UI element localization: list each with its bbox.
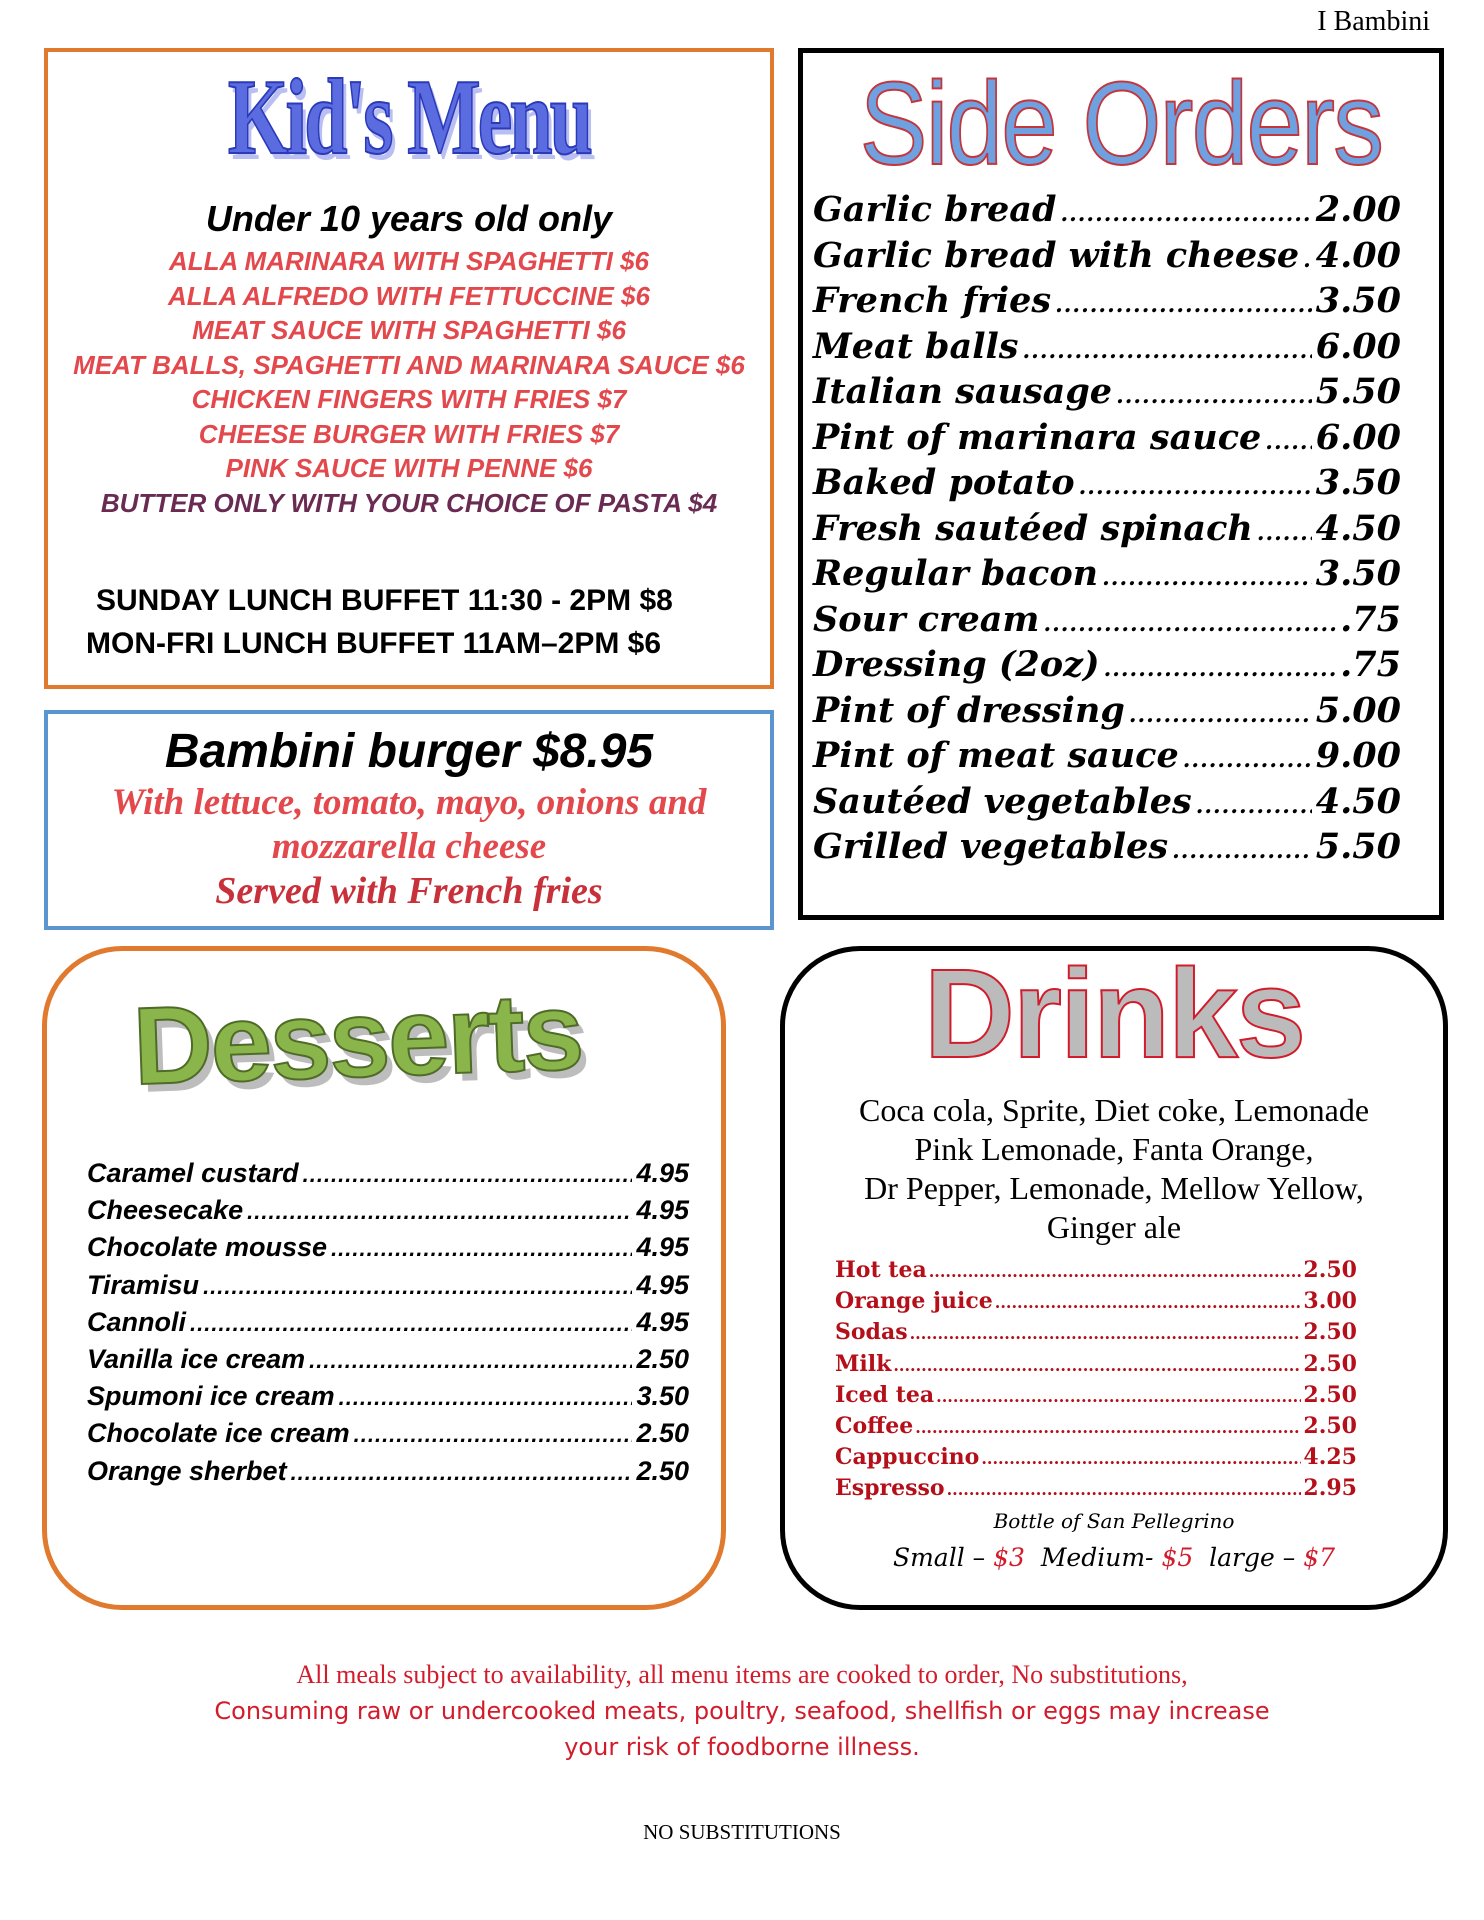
- item-price: 5.00: [1315, 689, 1401, 731]
- sunday-buffet: SUNDAY LUNCH BUFFET 11:30 - 2PM $8: [96, 584, 673, 617]
- burger-desc-line: mozzarella cheese: [271, 826, 547, 867]
- pellegrino-label: Bottle of San Pellegrino: [993, 1508, 1235, 1533]
- item-name: Spumoni ice cream: [87, 1381, 335, 1412]
- kids-menu-item: ALLA MARINARA WITH SPAGHETTI $6: [168, 246, 650, 276]
- item-name: Fresh sautéed spinach: [813, 507, 1253, 549]
- kids-menu-item: BUTTER ONLY WITH YOUR CHOICE OF PASTA $4: [100, 487, 718, 518]
- dot-leader: [309, 1348, 632, 1374]
- dot-leader: [1196, 793, 1312, 819]
- side-order-row: [813, 599, 1401, 645]
- disclaimer-line: your risk of foodborne illness.: [564, 1733, 920, 1761]
- sodas-line: Pink Lemonade, Fanta Orange,: [914, 1131, 1314, 1167]
- item-price: 6.00: [1315, 416, 1401, 458]
- item-price: 4.00: [1315, 234, 1401, 276]
- burger-served: Served with French fries: [215, 870, 603, 912]
- burger-description: [48, 781, 770, 913]
- dessert-row: [87, 1232, 689, 1269]
- sodas-line: Dr Pepper, Lemonade, Mellow Yellow,: [864, 1170, 1364, 1206]
- item-name: Orange sherbet: [87, 1455, 287, 1486]
- side-order-row: [813, 280, 1401, 326]
- kids-menu-item: CHICKEN FINGERS WITH FRIES $7: [191, 384, 627, 414]
- kids-menu-box: [44, 48, 774, 689]
- kids-menu-item: CHEESE BURGER WITH FRIES $7: [198, 418, 620, 449]
- dot-leader: [1043, 611, 1336, 637]
- dot-leader: [1079, 474, 1312, 500]
- item-name: Cannoli: [87, 1306, 186, 1337]
- item-name: Garlic bread with cheese: [813, 234, 1300, 276]
- item-name: Chocolate mousse: [87, 1232, 328, 1263]
- dot-leader: [1023, 338, 1312, 364]
- dot-leader: [929, 1262, 1302, 1281]
- side-order-row: [813, 326, 1401, 372]
- dot-leader: [354, 1422, 633, 1448]
- item-name: Tiramisu: [87, 1269, 200, 1300]
- item-name: Pint of marinara sauce: [813, 416, 1262, 458]
- kids-menu-item: PINK SAUCE WITH PENNE $6: [225, 453, 593, 483]
- burger-box: [44, 710, 774, 930]
- disclaimer-line: All meals subject to availability, all menu items are cooked to order, No substitutions,: [296, 1660, 1188, 1689]
- dot-leader: [947, 1480, 1302, 1499]
- side-orders-list: [803, 189, 1439, 872]
- side-order-row: [813, 235, 1401, 281]
- kids-menu-list: [48, 244, 770, 520]
- dot-leader: [1265, 429, 1311, 455]
- item-name: Sautéed vegetables: [813, 780, 1192, 822]
- item-price: .75: [1340, 644, 1401, 685]
- dessert-row: [87, 1195, 689, 1232]
- item-price: 6.00: [1315, 325, 1401, 367]
- dot-leader: [303, 1162, 633, 1188]
- dot-leader: [893, 1356, 1301, 1375]
- dessert-row: [87, 1307, 689, 1344]
- side-order-row: [813, 781, 1401, 827]
- item-name: Sodas: [835, 1319, 908, 1346]
- item-name: Espresso: [835, 1475, 945, 1502]
- item-price: 3.50: [1315, 462, 1401, 503]
- item-price: 2.50: [636, 1343, 689, 1374]
- side-order-row: [813, 735, 1401, 781]
- item-name: Regular bacon: [813, 553, 1099, 594]
- disclaimer-line: Consuming raw or undercooked meats, poultry, seafood, shellfish or eggs may increase: [214, 1697, 1270, 1725]
- item-name: Iced tea: [835, 1381, 935, 1408]
- kids-menu-title: Kid's Menu: [227, 58, 591, 177]
- side-order-row: [813, 189, 1401, 235]
- item-price: 4.50: [1315, 507, 1401, 549]
- dot-leader: [1257, 520, 1312, 546]
- item-price: 2.50: [1303, 1319, 1357, 1346]
- item-price: .75: [1340, 598, 1401, 640]
- item-name: Baked potato: [813, 462, 1075, 503]
- desserts-list: [87, 1158, 721, 1493]
- item-price: 9.00: [1315, 735, 1401, 776]
- kids-menu-item: ALLA ALFREDO WITH FETTUCCINE $6: [168, 280, 650, 311]
- pellegrino-small-label: Small –: [892, 1542, 986, 1572]
- item-price: 2.50: [1303, 1381, 1357, 1408]
- dessert-row: [87, 1381, 689, 1418]
- dot-leader: [910, 1324, 1302, 1343]
- item-price: 4.95: [636, 1158, 689, 1188]
- item-name: Cheesecake: [87, 1195, 244, 1226]
- dot-leader: [995, 1293, 1302, 1312]
- pellegrino-large-label: large –: [1209, 1542, 1296, 1572]
- drink-row: [835, 1382, 1357, 1413]
- pellegrino-medium-label: Medium-: [1040, 1542, 1154, 1572]
- side-order-row: [813, 690, 1401, 736]
- dot-leader: [331, 1236, 632, 1262]
- kids-menu-subtitle: Under 10 years old only: [205, 198, 613, 239]
- dot-leader: [339, 1385, 633, 1411]
- dot-leader: [915, 1418, 1301, 1437]
- item-price: 2.50: [636, 1455, 689, 1486]
- side-orders-title: Side Orders: [859, 58, 1383, 190]
- side-order-row: [813, 826, 1401, 872]
- item-price: 5.50: [1315, 826, 1401, 867]
- sodas-line: Coca cola, Sprite, Diet coke, Lemonade: [858, 1092, 1370, 1128]
- dessert-row: [87, 1344, 689, 1381]
- side-orders-box: [798, 48, 1444, 920]
- item-name: Cappuccino: [835, 1444, 980, 1471]
- item-price: 4.95: [636, 1269, 689, 1300]
- item-name: Meat balls: [813, 325, 1019, 367]
- side-order-row: [813, 553, 1401, 599]
- item-name: Sour cream: [813, 598, 1040, 640]
- item-price: 4.95: [636, 1195, 689, 1226]
- dot-leader: [1104, 656, 1337, 682]
- burger-desc-line: With lettuce, tomato, mayo, onions and: [111, 782, 707, 823]
- dot-leader: [1129, 702, 1312, 728]
- drink-row: [835, 1351, 1357, 1382]
- side-order-row: [813, 508, 1401, 554]
- dot-leader: [981, 1449, 1301, 1468]
- drink-row: [835, 1475, 1357, 1506]
- item-price: 4.25: [1303, 1444, 1357, 1471]
- drink-row: [835, 1288, 1357, 1319]
- pellegrino-small-price: $3: [993, 1542, 1025, 1572]
- sodas-line: Ginger ale: [1046, 1209, 1182, 1245]
- item-name: Coffee: [835, 1412, 914, 1439]
- pellegrino-large-price: $7: [1303, 1542, 1336, 1572]
- item-name: Grilled vegetables: [813, 826, 1169, 867]
- item-name: Hot tea: [835, 1257, 927, 1283]
- item-name: Italian sausage: [813, 371, 1113, 412]
- dot-leader: [1060, 201, 1311, 227]
- item-name: Dressing (2oz): [813, 644, 1100, 685]
- dot-leader: [1172, 838, 1312, 864]
- dot-leader: [247, 1199, 632, 1225]
- dessert-row: [87, 1418, 689, 1455]
- disclaimer: [0, 1657, 1484, 1765]
- burger-title: Bambini burger $8.95: [164, 725, 654, 778]
- item-price: 2.95: [1303, 1475, 1357, 1502]
- item-name: Chocolate ice cream: [87, 1418, 350, 1449]
- dot-leader: [1116, 383, 1312, 409]
- drinks-price-list: [835, 1257, 1443, 1507]
- item-price: 2.50: [1303, 1350, 1357, 1377]
- drinks-title: Drinks: [923, 943, 1305, 1084]
- item-price: 2.50: [636, 1418, 689, 1449]
- item-name: Milk: [835, 1350, 892, 1377]
- dot-leader: [1055, 292, 1312, 318]
- side-order-row: [813, 462, 1401, 508]
- kids-menu-item: MEAT BALLS, SPAGHETTI AND MARINARA SAUCE $6: [73, 349, 745, 380]
- item-name: Garlic bread: [813, 189, 1057, 230]
- dessert-row: [87, 1270, 689, 1307]
- restaurant-name: I Bambini: [1317, 6, 1430, 37]
- item-price: 4.95: [636, 1232, 689, 1263]
- item-price: 3.50: [1315, 280, 1401, 321]
- desserts-title: Desserts: [131, 969, 584, 1109]
- drink-row: [835, 1319, 1357, 1350]
- item-name: French fries: [813, 280, 1052, 321]
- drink-row: [835, 1444, 1357, 1475]
- no-substitutions-note: NO SUBSTITUTIONS: [643, 1820, 841, 1844]
- dot-leader: [1303, 247, 1312, 273]
- item-name: Caramel custard: [87, 1158, 299, 1188]
- dot-leader: [1102, 565, 1312, 591]
- side-order-row: [813, 644, 1401, 690]
- item-price: 3.00: [1303, 1288, 1357, 1315]
- item-name: Pint of meat sauce: [813, 735, 1179, 776]
- item-price: 2.00: [1315, 189, 1401, 230]
- dot-leader: [1183, 747, 1312, 773]
- item-price: 5.50: [1315, 371, 1401, 412]
- dot-leader: [291, 1460, 633, 1486]
- drink-row: [835, 1257, 1357, 1288]
- pellegrino-sizes: [785, 1543, 1443, 1572]
- sodas-list: [785, 1091, 1443, 1247]
- item-price: 3.50: [636, 1381, 689, 1412]
- item-price: 2.50: [1303, 1257, 1357, 1283]
- pellegrino-medium-price: $5: [1161, 1542, 1194, 1572]
- drink-row: [835, 1413, 1357, 1444]
- item-name: Orange juice: [835, 1288, 993, 1315]
- item-price: 4.50: [1315, 780, 1401, 822]
- side-order-row: [813, 371, 1401, 417]
- item-price: 3.50: [1315, 553, 1401, 594]
- dessert-row: [87, 1456, 689, 1493]
- weekday-buffet: MON-FRI LUNCH BUFFET 11AM–2PM $6: [86, 627, 662, 660]
- side-order-row: [813, 417, 1401, 463]
- kids-menu-item: MEAT SAUCE WITH SPAGHETTI $6: [192, 315, 626, 345]
- desserts-box: [42, 946, 726, 1610]
- dessert-row: [87, 1158, 689, 1195]
- dot-leader: [190, 1311, 632, 1337]
- item-price: 4.95: [636, 1306, 689, 1337]
- drinks-box: [780, 943, 1448, 1610]
- item-name: Vanilla ice cream: [87, 1343, 306, 1374]
- item-price: 2.50: [1303, 1412, 1357, 1439]
- dot-leader: [203, 1274, 632, 1300]
- dot-leader: [936, 1387, 1301, 1406]
- item-name: Pint of dressing: [813, 689, 1125, 731]
